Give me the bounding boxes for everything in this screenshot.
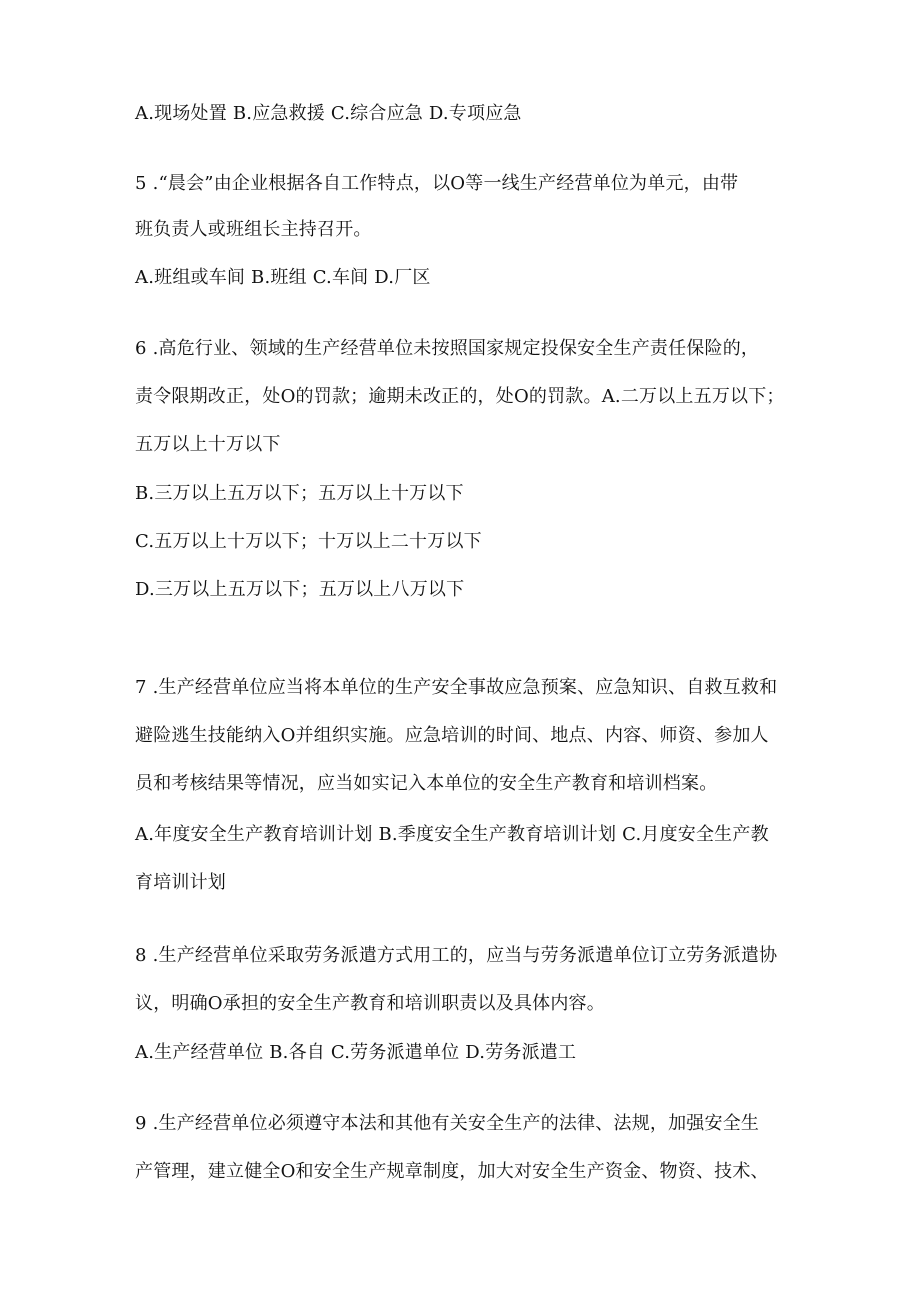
q7-text-line-2: 避险逃生技能纳入O并组织实施。应急培训的时间、地点、内容、师资、参加人: [135, 725, 769, 746]
q7-options-line-2: 育培训计划: [135, 872, 226, 893]
q5-text-line-2: 班负责人或班组长主持召开。: [135, 219, 372, 240]
q6-option-c: C.五万以上十万以下；十万以上二十万以下: [135, 531, 482, 552]
q7-text-line-3: 员和考核结果等情况，应当如实记入本单位的安全生产教育和培训档案。: [135, 773, 718, 794]
q7-text-line-1: 7 .生产经营单位应当将本单位的生产安全事故应急预案、应急知识、自救互救和: [135, 677, 778, 698]
q6-text-line-2: 责令限期改正，处O的罚款；逾期未改正的，处O的罚款。A.二万以上五万以下；: [135, 386, 785, 407]
q8-text-line-2: 议，明确O承担的安全生产教育和培训职责以及具体内容。: [135, 993, 605, 1014]
q9-text-line-2: 产管理，建立健全O和安全生产规章制度，加大对安全生产资金、物资、技术、: [135, 1161, 769, 1182]
q5-options: A.班组或车间 B.班组 C.车间 D.厂区: [135, 267, 431, 288]
q8-text-line-1: 8 .生产经营单位采取劳务派遣方式用工的，应当与劳务派遣单位订立劳务派遣协: [135, 945, 778, 966]
q5-text-line-1: 5 .“晨会”由企业根据各自工作特点，以O等一线生产经营单位为单元，由带: [135, 173, 739, 194]
q4-options: A.现场处置 B.应急救援 C.综合应急 D.专项应急: [135, 103, 522, 124]
q9-text-line-1: 9 .生产经营单位必须遵守本法和其他有关安全生产的法律、法规，加强安全生: [135, 1113, 760, 1134]
q6-text-line-1: 6 .高危行业、领域的生产经营单位未按照国家规定投保安全生产责任保险的，: [135, 338, 760, 359]
q6-option-b: B.三万以上五万以下；五万以上十万以下: [135, 483, 464, 504]
q6-text-line-3: 五万以上十万以下: [135, 434, 281, 455]
q6-option-d: D.三万以上五万以下；五万以上八万以下: [135, 579, 465, 600]
q7-options-line-1: A.年度安全生产教育培训计划 B.季度安全生产教育培训计划 C.月度安全生产教: [135, 824, 769, 845]
q8-options: A.生产经营单位 B.各自 C.劳务派遣单位 D.劳务派遣工: [135, 1042, 577, 1063]
